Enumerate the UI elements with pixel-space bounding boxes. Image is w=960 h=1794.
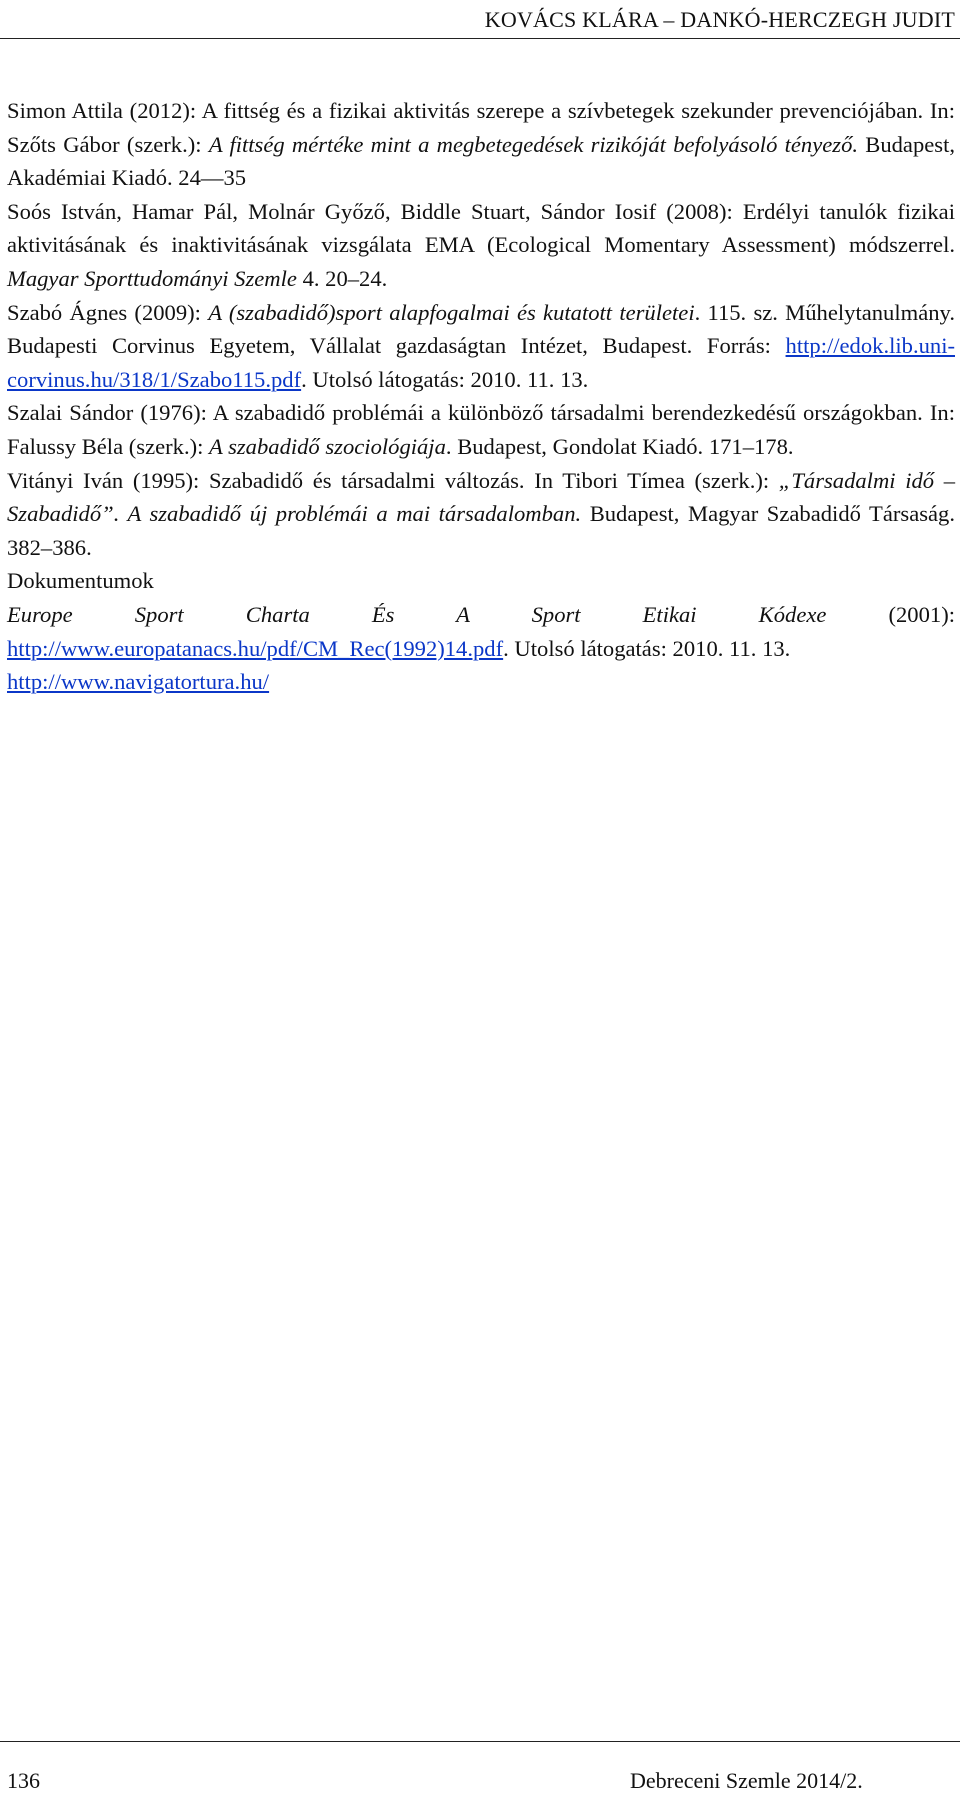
reference-publisher: . Budapest, Gondolat Kiadó. 171–178. — [445, 433, 794, 459]
running-title: KOVÁCS KLÁRA – DANKÓ-HERCZEGH JUDIT — [484, 7, 955, 32]
reference-title: Magyar Sporttudományi Szemle — [7, 265, 297, 291]
reference-text: Simon Attila (2012): A fittség és a fizikai aktivitás szerepe a szívbetegek szekunder prevenciójában. In: Szőts Gábor (szerk.): — [7, 98, 955, 157]
reference-title: „Társadalmi idő – Szabadidő”. A szabadidő új problémái a mai társadalomban. — [7, 467, 955, 527]
reference-publisher: Budapest, Magyar Szabadidő Társaság. 382–386. — [7, 501, 955, 560]
document-link — [7, 665, 955, 699]
reference-publisher: Budapest, Akadémiai Kiadó. 24—35 — [7, 131, 955, 191]
charter-access-date: . Utolsó látogatás: 2010. 11. 13. — [503, 635, 791, 661]
page-number: 136 — [7, 1768, 40, 1793]
reference-soos — [7, 195, 955, 296]
reference-text: Szabó Ágnes (2009): — [7, 299, 209, 325]
reference-title: A (szabadidő)sport alapfogalmai és kutatott területei — [208, 299, 695, 325]
reference-text: Soós István, Hamar Pál, Molnár Győző, Biddle Stuart, Sándor Iosif (2008): Erdélyi tanulók fizikai aktivitásának és inaktivitásának vizsgálata EMA (Ecological Momentary Assessment) módszerrel. — [7, 198, 955, 258]
navigatortura-link[interactable]: http://www.navigatortura.hu/ — [7, 669, 270, 695]
page-header — [0, 0, 960, 39]
document-charter — [7, 598, 955, 665]
reference-simon — [7, 94, 955, 195]
reference-szabo — [7, 296, 955, 397]
documents-heading: Dokumentumok — [7, 568, 154, 594]
bibliography — [7, 94, 955, 699]
charter-url-link[interactable]: http://www.europatanacs.hu/pdf/CM_Rec(1992)14.pdf — [7, 635, 504, 661]
reference-source: . 115. sz. Műhelytanulmány. Budapesti Corvinus Egyetem, Vállalat gazdaságtan Intézet, Budapest. Forrás: — [7, 299, 956, 359]
reference-szalai — [7, 396, 955, 463]
reference-publisher: 4. 20–24. — [296, 265, 388, 291]
journal-issue: Debreceni Szemle 2014/2. — [630, 1768, 863, 1793]
reference-vitanyi — [7, 464, 955, 565]
page-footer — [0, 1741, 960, 1793]
charter-title: Europe Sport Charta És A Sport Etikai Kódexe — [7, 601, 827, 627]
reference-title: A szabadidő szociológiája — [209, 433, 446, 459]
charter-year: (2001): — [826, 601, 955, 627]
reference-title: A fittség mértéke mint a megbetegedések rizikóját befolyásoló tényező. — [208, 131, 859, 157]
reference-url-link[interactable]: http://edok.lib.uni-corvinus.hu/318/1/Szabo115.pdf — [7, 333, 955, 392]
reference-access-date: . Utolsó látogatás: 2010. 11. 13. — [301, 366, 589, 392]
reference-text: Vitányi Iván (1995): Szabadidő és társadalmi változás. In Tibori Tímea (szerk.): — [7, 467, 779, 493]
reference-text: Szalai Sándor (1976): A szabadidő problémái a különböző társadalmi berendezkedésű országokban. In: Falussy Béla (szerk.): — [7, 400, 955, 459]
